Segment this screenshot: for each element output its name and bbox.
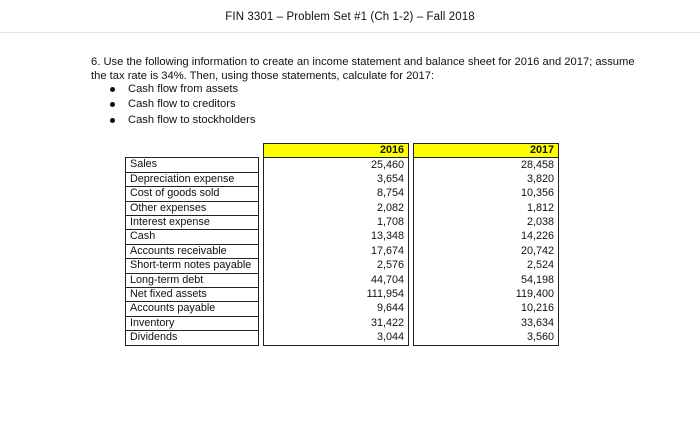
row-label: Other expenses — [126, 201, 259, 215]
table-row — [126, 216, 559, 230]
row-label: Interest expense — [126, 216, 259, 230]
bullet-item-cash-flow-to-creditors: Cash flow to creditors — [110, 97, 255, 112]
cell-2017: 10,356 — [414, 187, 559, 201]
table-row — [126, 158, 559, 172]
column-header-2016: 2016 — [264, 144, 409, 158]
cell-2017: 20,742 — [414, 244, 559, 258]
bullet-item-cash-flow-from-assets: Cash flow from assets — [110, 82, 255, 97]
row-label: Sales — [126, 158, 259, 172]
cell-2016: 25,460 — [264, 158, 409, 172]
page-header-title: FIN 3301 – Problem Set #1 (Ch 1-2) – Fall 2018 — [225, 11, 475, 23]
cell-2016: 2,082 — [264, 201, 409, 215]
row-label: Dividends — [126, 331, 259, 345]
table-row — [126, 172, 559, 186]
cell-2017: 3,560 — [414, 331, 559, 345]
cell-2016: 8,754 — [264, 187, 409, 201]
cell-2016: 9,644 — [264, 302, 409, 316]
cell-2016: 13,348 — [264, 230, 409, 244]
table-row — [126, 244, 559, 258]
table-corner — [126, 144, 259, 158]
cell-2017: 3,820 — [414, 172, 559, 186]
table-row — [126, 316, 559, 330]
financial-data-table — [125, 143, 559, 346]
row-label: Depreciation expense — [126, 172, 259, 186]
cell-2017: 28,458 — [414, 158, 559, 172]
cell-2017: 33,634 — [414, 316, 559, 330]
cell-2016: 3,654 — [264, 172, 409, 186]
header-divider — [0, 32, 700, 33]
table-row — [126, 288, 559, 302]
cell-2016: 111,954 — [264, 288, 409, 302]
row-label: Long-term debt — [126, 273, 259, 287]
table-row — [126, 302, 559, 316]
cell-2017: 2,524 — [414, 259, 559, 273]
bullet-item-cash-flow-to-stockholders: Cash flow to stockholders — [110, 113, 255, 128]
row-label: Cash — [126, 230, 259, 244]
table-row — [126, 259, 559, 273]
cell-2016: 31,422 — [264, 316, 409, 330]
table-row — [126, 331, 559, 345]
column-header-2017: 2017 — [414, 144, 559, 158]
cell-2016: 1,708 — [264, 216, 409, 230]
cell-2017: 54,198 — [414, 273, 559, 287]
table-row — [126, 187, 559, 201]
cell-2016: 44,704 — [264, 273, 409, 287]
table-row — [126, 273, 559, 287]
row-label: Inventory — [126, 316, 259, 330]
row-label: Short-term notes payable — [126, 259, 259, 273]
table-body — [126, 158, 559, 345]
cell-2017: 2,038 — [414, 216, 559, 230]
cell-2017: 119,400 — [414, 288, 559, 302]
question-text: 6. Use the following information to create an income statement and balance sheet for 2016 and 2017; assume the tax rate is 34%. Then, using those statements, calculate for 2017: — [91, 56, 635, 82]
cell-2016: 17,674 — [264, 244, 409, 258]
cell-2017: 14,226 — [414, 230, 559, 244]
row-label: Accounts receivable — [126, 244, 259, 258]
cell-2017: 10,216 — [414, 302, 559, 316]
cell-2016: 2,576 — [264, 259, 409, 273]
cell-2016: 3,044 — [264, 331, 409, 345]
row-label: Net fixed assets — [126, 288, 259, 302]
bullet-list — [110, 82, 255, 128]
row-label: Accounts payable — [126, 302, 259, 316]
row-label: Cost of goods sold — [126, 187, 259, 201]
table-row — [126, 230, 559, 244]
table-row — [126, 201, 559, 215]
cell-2017: 1,812 — [414, 201, 559, 215]
